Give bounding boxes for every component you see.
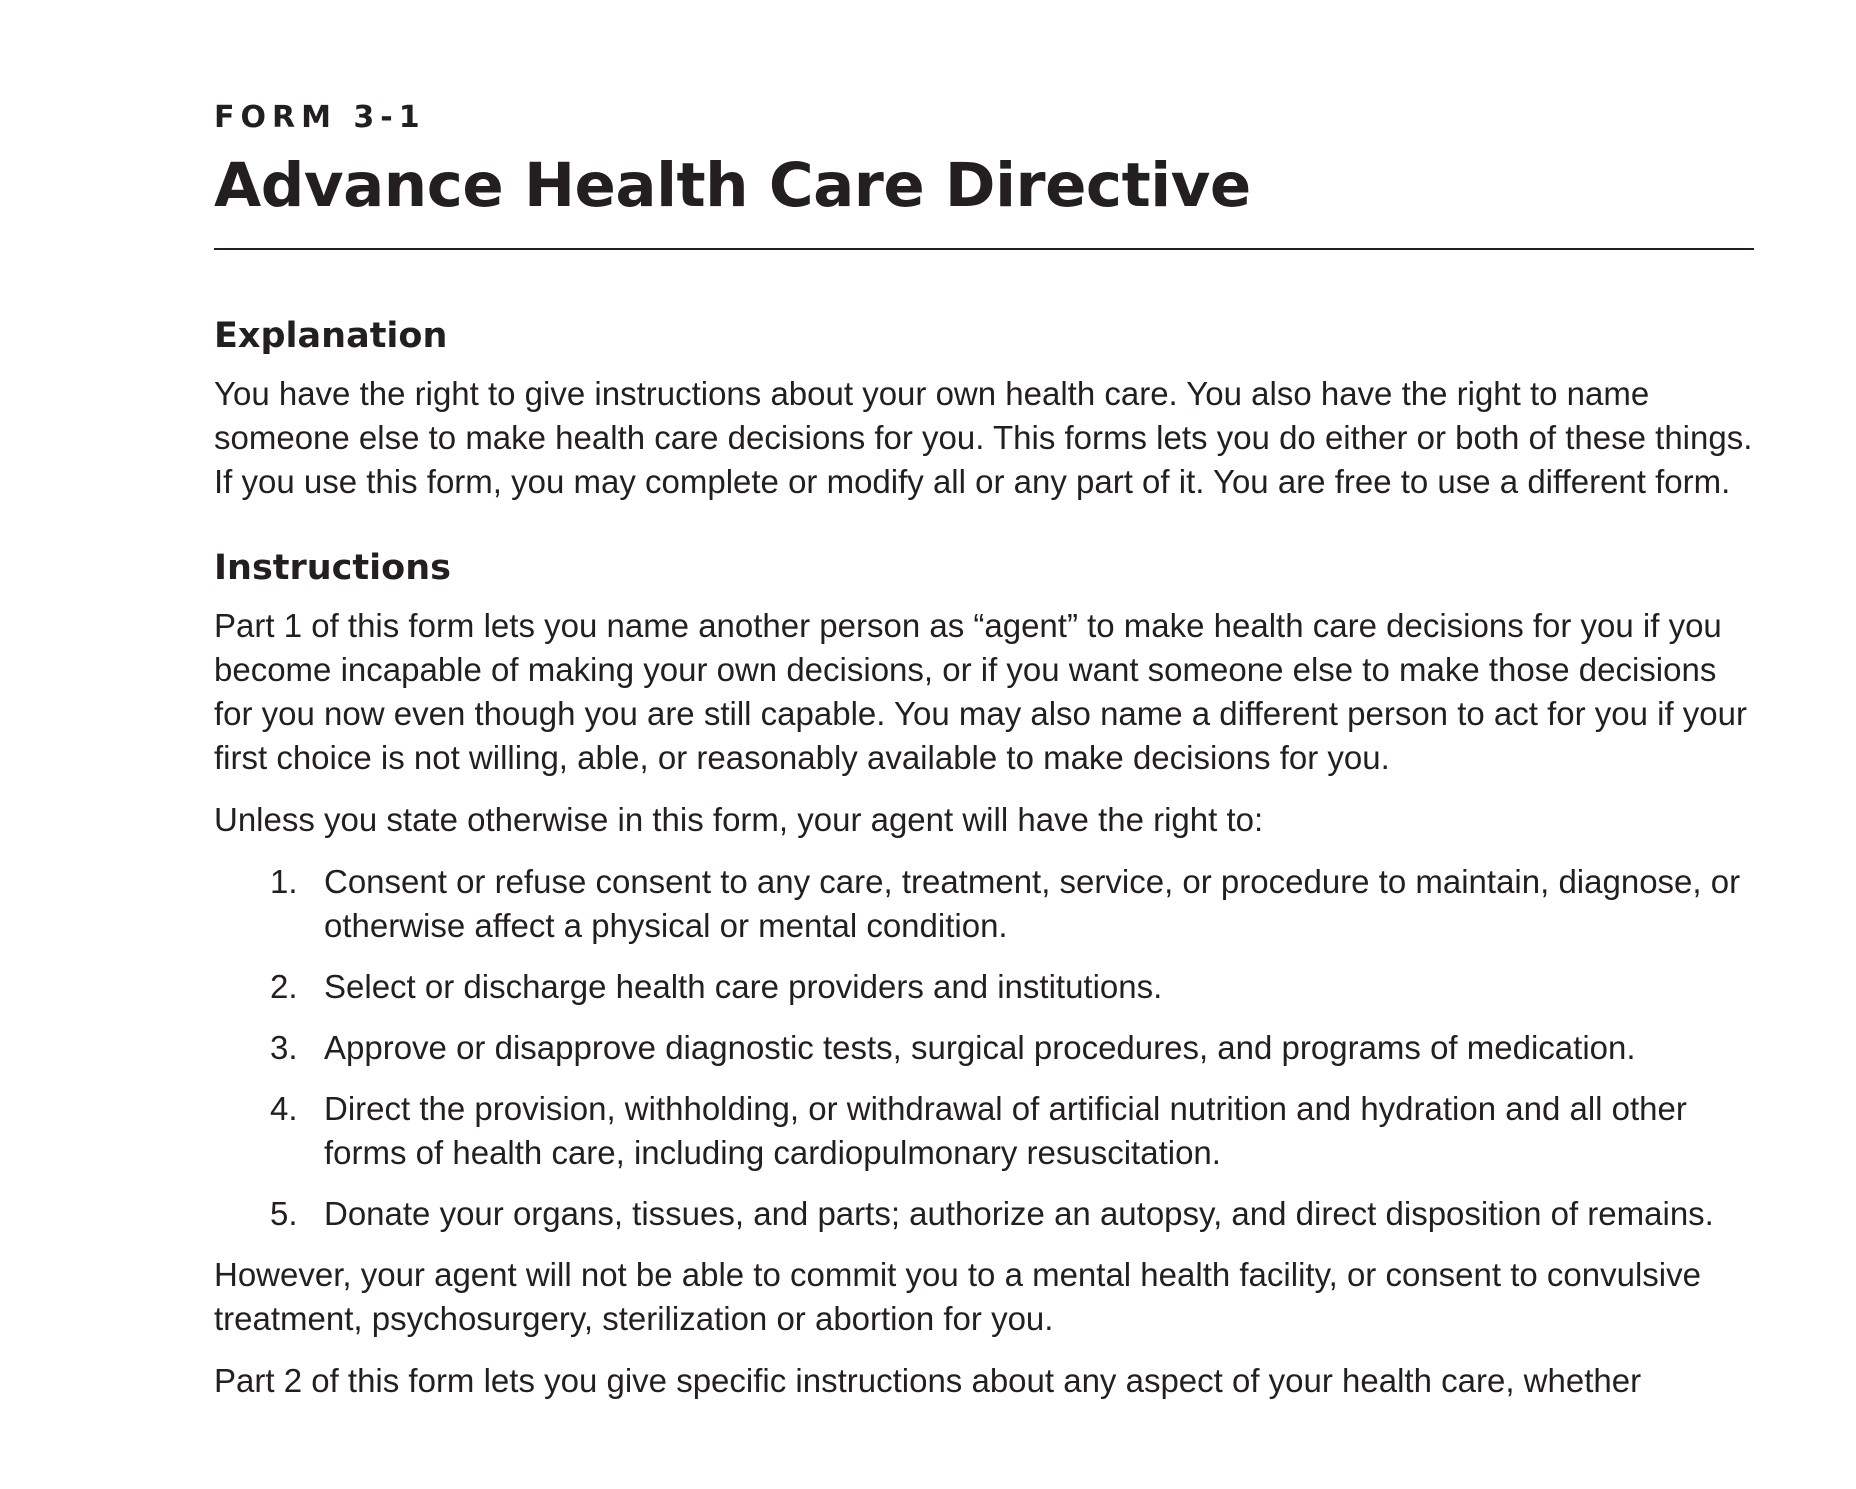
list-item-text: Direct the provision, withholding, or withdrawal of artificial nutrition and hydration and all other forms of health care, including cardiopulmonary resuscitation.	[324, 1090, 1687, 1171]
list-item	[214, 1192, 1754, 1236]
instructions-heading: Instructions	[214, 548, 451, 588]
document-page	[214, 98, 1754, 1403]
list-item-number: 3.	[270, 1029, 298, 1066]
explanation-heading: Explanation	[214, 316, 448, 356]
list-item-number: 5.	[270, 1195, 298, 1232]
instructions-paragraph-2: Unless you state otherwise in this form, your agent will have the right to:	[214, 801, 1264, 838]
list-item	[214, 860, 1754, 948]
list-item-number: 4.	[270, 1090, 298, 1127]
form-title: Advance Health Care Directive	[214, 150, 1251, 221]
list-item-text: Select or discharge health care providers and institutions.	[324, 968, 1163, 1005]
list-item	[214, 1026, 1754, 1070]
list-item	[214, 965, 1754, 1009]
instructions-paragraph-1: Part 1 of this form lets you name another person as “agent” to make health care decisions for you if you become incapable of making your own decisions, or if you want someone else to make those decisions for you now even though you are still capable. You may also name a different person to act for you if your first choice is not willing, able, or reasonably available to make decisions for you.	[214, 607, 1747, 776]
instructions-section	[214, 546, 1754, 1403]
list-item-number: 1.	[270, 863, 298, 900]
list-item-text: Donate your organs, tissues, and parts; authorize an autopsy, and direct disposition of remains.	[324, 1195, 1714, 1232]
instructions-paragraph-4: Part 2 of this form lets you give specific instructions about any aspect of your health care, whether	[214, 1362, 1642, 1399]
title-divider	[214, 248, 1754, 250]
form-number-label: FORM 3-1	[214, 100, 426, 135]
list-item-number: 2.	[270, 968, 298, 1005]
agent-rights-list	[214, 860, 1754, 1236]
instructions-paragraph-3: However, your agent will not be able to commit you to a mental health facility, or consent to convulsive treatment, psychosurgery, sterilization or abortion for you.	[214, 1256, 1701, 1337]
explanation-text: You have the right to give instructions about your own health care. You also have the right to name someone else to make health care decisions for you. This forms lets you do either or both of these things. If you use this form, you may complete or modify all or any part of it. You are free to use a different form.	[214, 375, 1753, 500]
list-item-text: Approve or disapprove diagnostic tests, surgical procedures, and programs of medication.	[324, 1029, 1636, 1066]
explanation-section	[214, 314, 1754, 504]
list-item	[214, 1087, 1754, 1175]
list-item-text: Consent or refuse consent to any care, treatment, service, or procedure to maintain, diagnose, or otherwise affect a physical or mental condition.	[324, 863, 1741, 944]
